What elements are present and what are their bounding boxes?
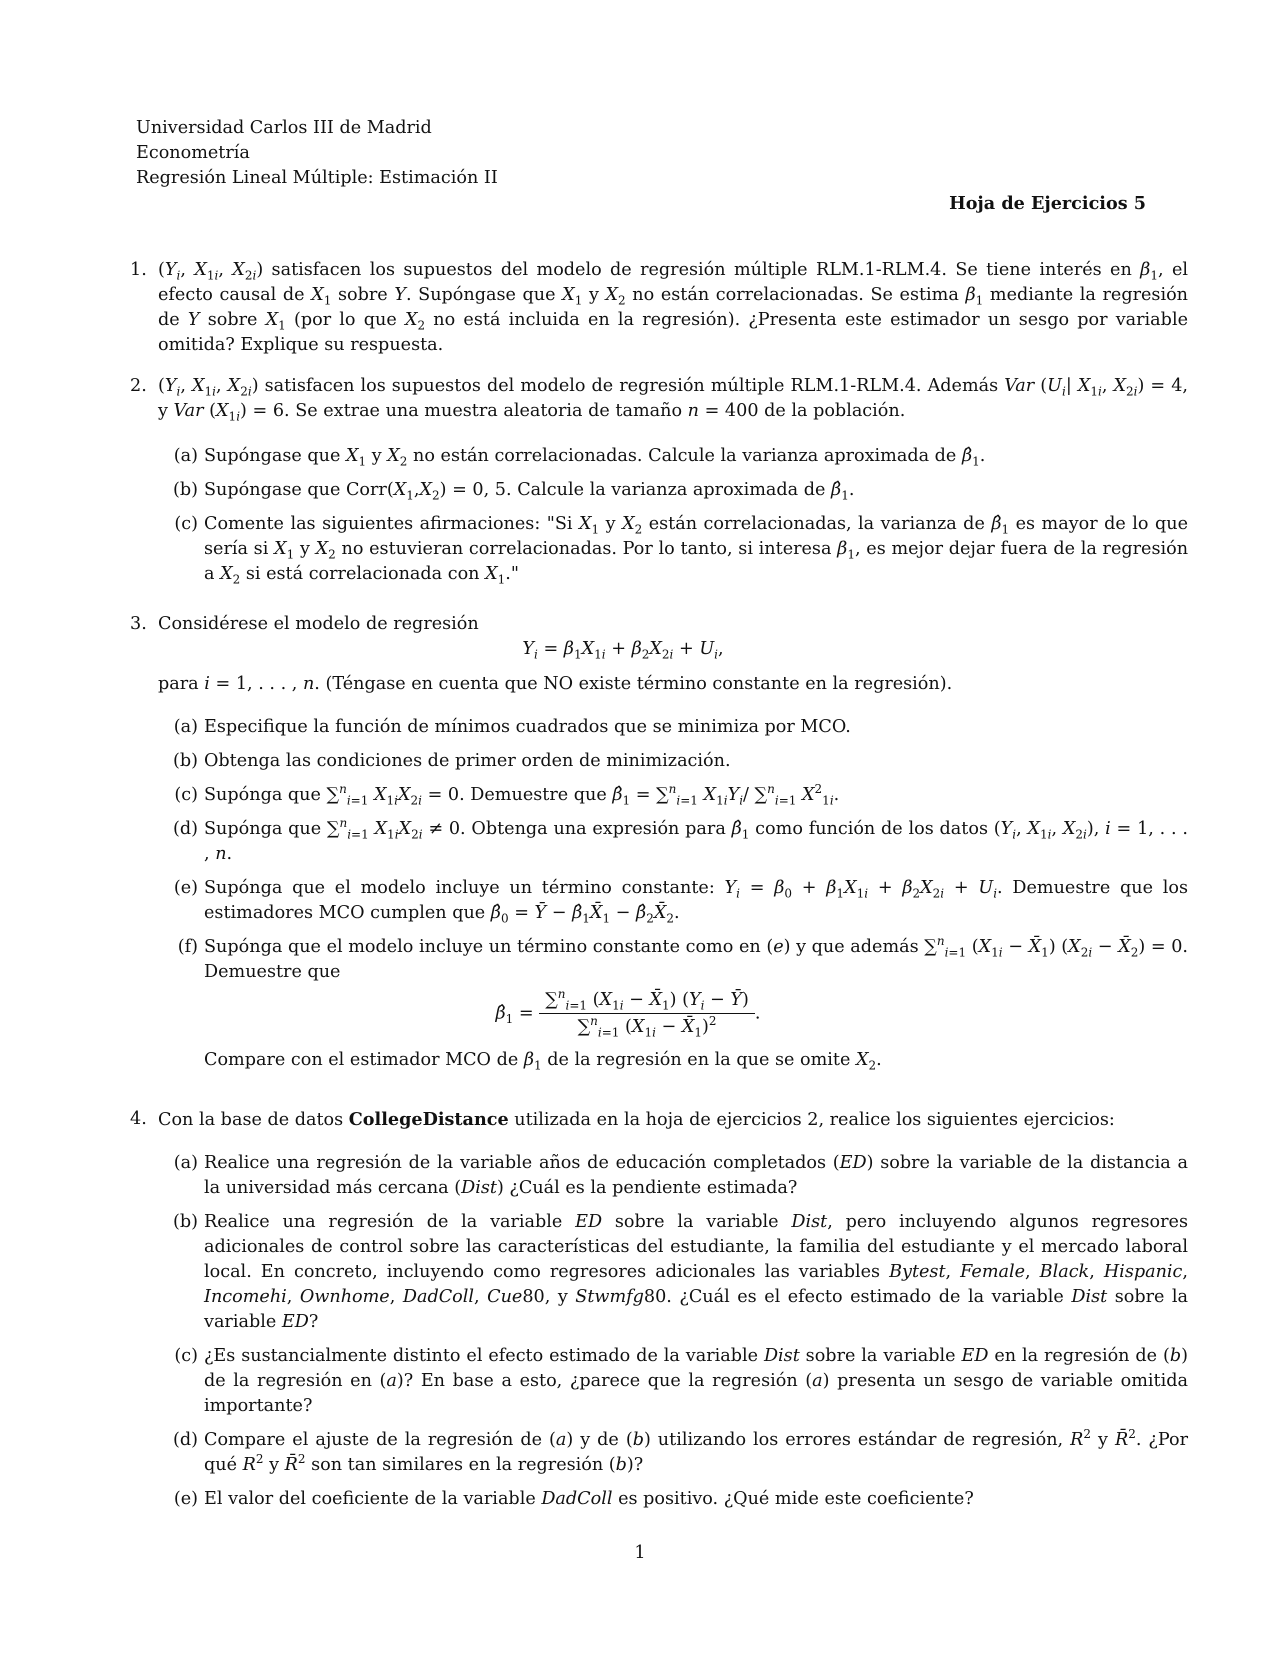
item-text: Obtenga las condiciones de primer orden de minimización. xyxy=(204,751,731,771)
regression-equation: $Y_i = \beta_1X_{1i} + \beta_2X_{2i} + U_i$, xyxy=(522,639,724,662)
exercise-intro: Considérese el modelo de regresión xyxy=(158,614,479,634)
item-label: (b) xyxy=(173,1212,198,1232)
beta-hat-formula: $\betâ_1$ = $\frac{\sum^n_{i=1} (X_{1i} - X̄_1) (Y_i - Ȳ)}{\sum^n_{i=1} (X_{1i} - X̄_1)^2}$ . xyxy=(495,987,761,1040)
exercise-text: Con la base de datos CollegeDistance utilizada en la hoja de ejercicios 2, realice los siguientes ejercicios: xyxy=(158,1109,1115,1130)
document-header xyxy=(136,116,1146,214)
sub-item: (e) El valor del coeficiente de la variable DadColl es positivo. ¿Qué mide este coeficiente? xyxy=(158,1487,1188,1512)
exercise-text: Compare con el estimador MCO de $\beta_1$ de la regresión en la que se omite $X_2$. xyxy=(204,1050,882,1073)
exercise-number: 1. xyxy=(130,260,147,280)
sub-item: (e) Supónga que el modelo incluye un término constante: $Y_i = \beta_0 + \beta_1X_{1i} + \beta_2X_{2i} + U_i$. Demuestre que los estimadores MCO cumplen que $\betâ_0$ = Ȳ − $\betâ_1X̄_1$ − $\betâ_2X̄_2$. xyxy=(158,876,1188,926)
item-label: (e) xyxy=(173,878,198,898)
item-label: (e) xyxy=(173,1489,198,1509)
exercise-number: 4. xyxy=(130,1109,147,1129)
item-label: (c) xyxy=(174,514,198,534)
sub-item xyxy=(158,715,1188,740)
sub-item: (a) Supóngase que $X_1$ y $X_2$ no están correlacionadas. Calcule la varianza aproximada de $\betâ_1$. xyxy=(158,444,1188,469)
page-number: 1 xyxy=(634,1543,646,1563)
exercise-number: 2. xyxy=(130,376,147,396)
sub-item: (d) Compare el ajuste de la regresión de (a) y de (b) utilizando los errores estándar de regresión, $R^2$ y R̄$^2$. ¿Por qué $R^2$ y R̄$^2$ son tan similares en la regresión (b)? xyxy=(158,1428,1188,1478)
item-label: (b) xyxy=(173,480,198,500)
item-label: (d) xyxy=(173,819,198,839)
sub-item: (d) Supónga que ∑$^n_{i=1}$ $X_{1i}X_{2i} \ne 0$. Obtenga una expresión para $\betâ_1$ como función de los datos ($Y_i$, $X_{1i}$, $X_{2i}$), i = 1, . . . , n. xyxy=(158,817,1188,867)
topic-title: Regresión Lineal Múltiple: Estimación II xyxy=(136,168,498,188)
item-label: (d) xyxy=(173,1430,198,1450)
exercise-4 xyxy=(130,1107,1189,1512)
sub-item: (f) Supónga que el modelo incluye un término constante como en (e) y que además ∑$^n_{i=1}$ ($X_{1i}$ − $X̄_1$) ($X_{2i}$ − $X̄_2) = 0$. Demuestre que xyxy=(158,935,1188,985)
university-name: Universidad Carlos III de Madrid xyxy=(136,118,432,138)
exercise-text: ($Y_i$, $X_{1i}$, $X_{2i}$) satisfacen los supuestos del modelo de regresión múltiple RLM.1-RLM.4. Se tiene interés en $\beta_1$, el efecto causal de $X_1$ sobre Y. Supóngase que $X_1$ y $X_2$ no están correlacionadas. Se estima $\beta_1$ mediante la regresión de Y sobre $X_1$ (por lo que $X_2$ no está incluida en la regresión). ¿Presenta este estimador un sesgo por variable omitida? Explique su respuesta. xyxy=(158,260,1188,355)
sub-item: (a) Realice una regresión de la variable años de educación completados (ED) sobre la variable de la distancia a la universidad más cercana (Dist) ¿Cuál es la pendiente estimada? xyxy=(158,1151,1188,1201)
exercise-text: para i = 1, . . . , n. (Téngase en cuenta que NO existe término constante en la regresión). xyxy=(158,674,953,694)
exercise-2 xyxy=(130,374,1189,587)
item-label: (b) xyxy=(173,751,198,771)
sheet-title: Hoja de Ejercicios 5 xyxy=(949,193,1146,214)
sub-item: (b) Supóngase que $Corr(X_1,X_2) = 0$, 5. Calcule la varianza aproximada de $\betâ_1$. xyxy=(158,478,1188,503)
item-label: (a) xyxy=(173,1153,198,1173)
sub-item: (c) ¿Es sustancialmente distinto el efecto estimado de la variable Dist sobre la variable ED en la regresión de (b) de la regresión en (a)? En base a esto, ¿parece que la regresión (a) presenta un sesgo de variable omitida importante? xyxy=(158,1344,1188,1419)
item-label: (c) xyxy=(174,785,198,805)
item-label: (a) xyxy=(173,717,198,737)
sub-item: (c) Comente las siguientes afirmaciones: "Si $X_1$ y $X_2$ están correlacionadas, la varianza de $\betâ_1$ es mayor de lo que sería si $X_1$ y $X_2$ no estuvieran correlacionadas. Por lo tanto, si interesa $\beta_1$, es mejor dejar fuera de la regresión a $X_2$ si está correlacionada con $X_1$." xyxy=(158,512,1188,587)
item-label: (a) xyxy=(173,446,198,466)
course-name: Econometría xyxy=(136,143,250,163)
exercise-3 xyxy=(130,612,1188,1073)
item-label: (f) xyxy=(177,937,198,957)
sub-item: (b) Realice una regresión de la variable ED sobre la variable Dist, pero incluyendo algunos regresores adicionales de control sobre las características del estudiante, la familia del estudiante y el mercado laboral local. En concreto, incluyendo como regresores adicionales las variables Bytest, Female, Black, Hispanic, Incomehi, Ownhome, DadColl, Cue80, y Stwmfg80. ¿Cuál es el efecto estimado de la variable Dist sobre la variable ED? xyxy=(158,1210,1188,1335)
sub-item: (c) Supónga que ∑$^n_{i=1}$ $X_{1i}X_{2i} = 0$. Demuestre que $\betâ_1 = \sum^n_{i=1}$ $X_{1i}Y_i/$ ∑$^n_{i=1}$ $X^2_{1i}$. xyxy=(158,783,1188,808)
exercise-number: 3. xyxy=(130,614,147,634)
sub-item xyxy=(158,749,1188,774)
item-label: (c) xyxy=(174,1346,198,1366)
formula-fraction: $\frac{\sum^n_{i=1} (X_{1i} - X̄_1) (Y_i - Ȳ)}{\sum^n_{i=1} (X_{1i} - X̄_1)^2}$ xyxy=(539,987,755,1040)
exercise-1 xyxy=(130,258,1188,358)
item-text: Especifique la función de mínimos cuadrados que se minimiza por MCO. xyxy=(204,717,851,737)
exercise-text: ($Y_i$, $X_{1i}$, $X_{2i}$) satisfacen los supuestos del modelo de regresión múltiple RLM.1-RLM.4. Además Var ($U_i|$ $X_{1i}$, $X_{2i}) = 4$, y Var $(X_{1i}) = 6$. Se extrae una muestra aleatoria de tamaño n = 400 de la población. xyxy=(158,376,1189,424)
